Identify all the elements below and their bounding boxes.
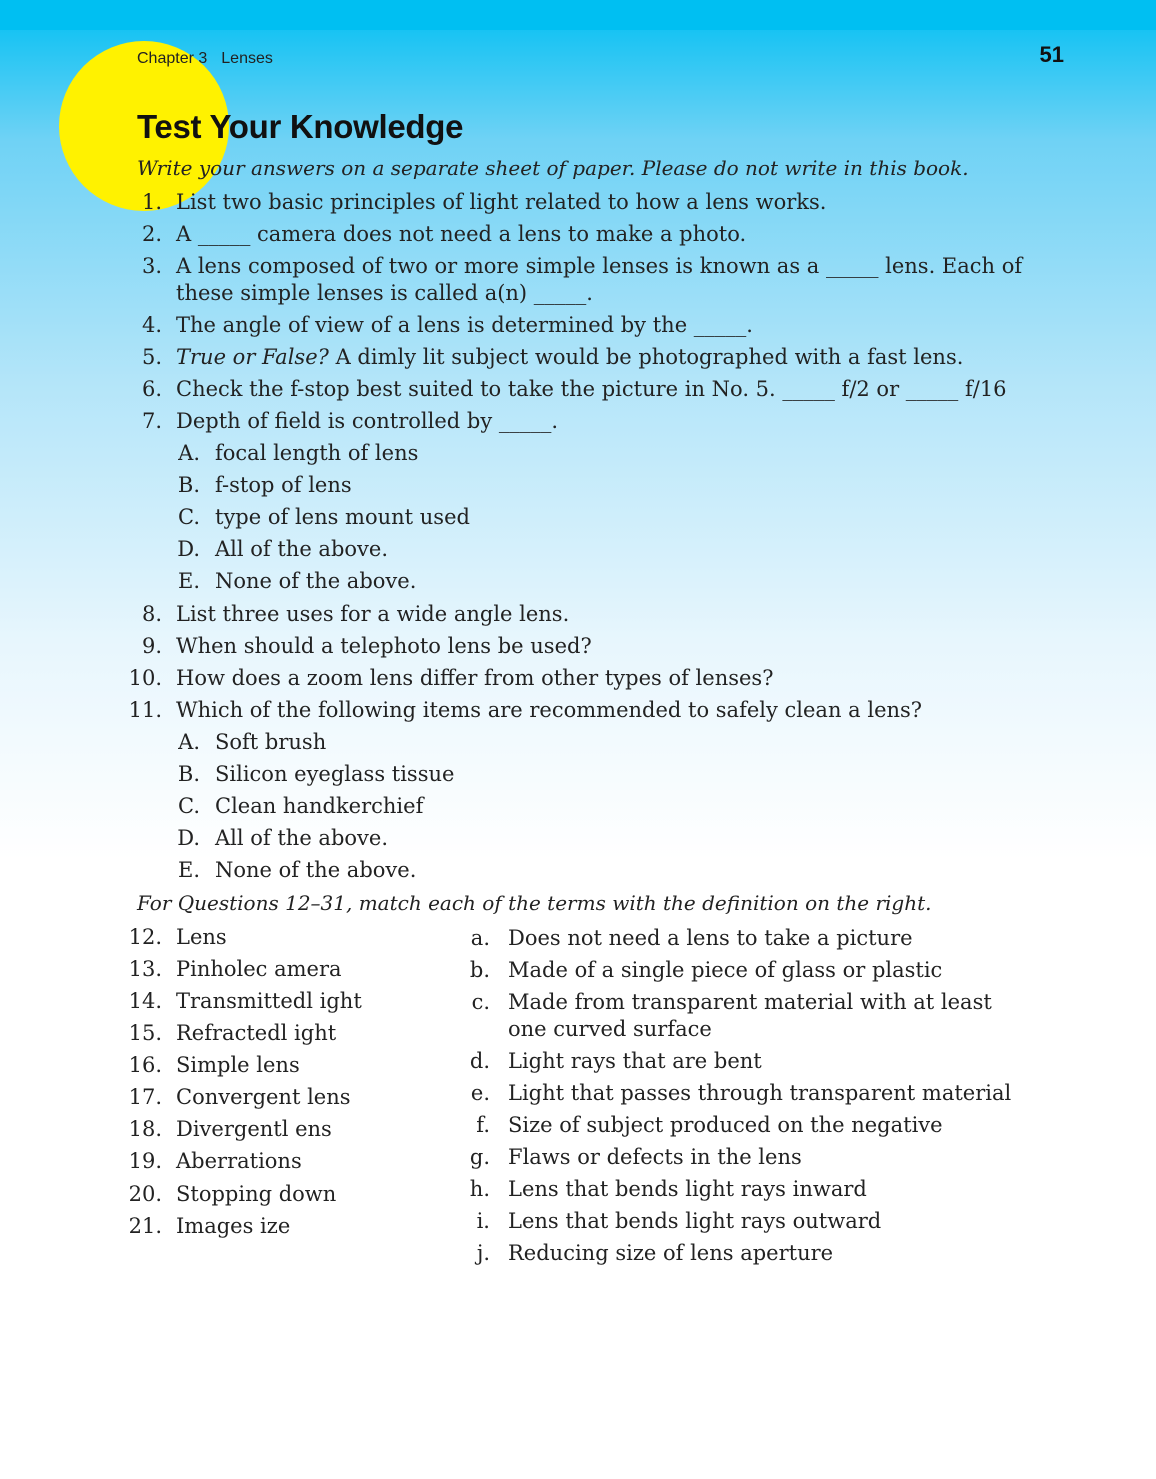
definition-letter: c. — [471, 990, 490, 1014]
definition-letter: i. — [476, 1209, 490, 1233]
option-text: Silicon eyeglass tissue — [215, 762, 455, 786]
question-text: Depth of field is controlled by _____. — [176, 409, 559, 433]
term-text: Stopping down — [176, 1182, 337, 1206]
definition-text: Does not need a lens to take a picture — [508, 926, 913, 950]
question-text: A lens composed of two or more simple lenses is known as a _____ lens. Each of these simple lenses is called a(n) _____. — [176, 254, 1023, 305]
term-number: 14. — [128, 989, 162, 1013]
question-text: List two basic principles of light related to how a lens works. — [176, 190, 827, 214]
option-letter: C. — [178, 505, 200, 529]
question-number: 5. — [141, 345, 162, 369]
instruction-text: Write your answers on a separate sheet of paper. Please do not write in this book. — [137, 156, 969, 180]
option-letter: E. — [177, 569, 200, 593]
option-letter: C. — [178, 794, 200, 818]
definition-text: Lens that bends light rays outward — [508, 1209, 882, 1233]
question-number: 7. — [141, 409, 162, 433]
term-text: Simple lens — [176, 1053, 300, 1077]
term-number: 20. — [128, 1182, 162, 1206]
term-number: 18. — [128, 1117, 162, 1141]
term-text: Divergentl ens — [176, 1117, 332, 1141]
option-text: All of the above. — [215, 537, 389, 561]
question-text-body: A dimly lit subject would be photographed with a fast lens. — [328, 345, 964, 369]
question-text: How does a zoom lens differ from other types of lenses? — [176, 666, 774, 690]
question-text: A _____ camera does not need a lens to make a photo. — [176, 222, 747, 246]
question-number: 1. — [141, 190, 162, 214]
question-number: 4. — [141, 313, 162, 337]
definition-text: Made of a single piece of glass or plastic — [508, 958, 943, 982]
term-text: Pinholec amera — [176, 957, 342, 981]
matching-instruction: For Questions 12–31, match each of the terms with the definition on the right. — [137, 891, 932, 915]
option-text: All of the above. — [215, 826, 389, 850]
question-text: When should a telephoto lens be used? — [176, 634, 592, 658]
term-number: 13. — [128, 957, 162, 981]
option-text: None of the above. — [215, 858, 417, 882]
question-text: The angle of view of a lens is determined by the _____. — [176, 313, 753, 337]
definition-letter: d. — [469, 1049, 490, 1073]
definition-letter: j. — [476, 1241, 490, 1265]
question-text — [176, 344, 1038, 371]
page-title: Test Your Knowledge — [137, 108, 464, 145]
option-text: f-stop of lens — [215, 473, 352, 497]
definition-text: Lens that bends light rays inward — [508, 1177, 867, 1201]
term-number: 21. — [128, 1214, 162, 1238]
definition-letter: a. — [470, 926, 490, 950]
option-text: Clean handkerchief — [215, 794, 424, 818]
term-text: Convergent lens — [176, 1085, 351, 1109]
option-text: Soft brush — [215, 730, 327, 754]
term-text: Lens — [176, 925, 227, 949]
question-number: 8. — [141, 602, 162, 626]
true-or-false-lead: True or False? — [176, 345, 329, 369]
question-number: 10. — [128, 666, 162, 690]
term-text: Refractedl ight — [176, 1021, 337, 1045]
question-number: 6. — [141, 377, 162, 401]
definition-text: Reducing size of lens aperture — [508, 1241, 834, 1265]
question-number: 11. — [128, 698, 162, 722]
option-letter: B. — [177, 762, 200, 786]
term-number: 19. — [128, 1149, 162, 1173]
page-number: 51 — [1039, 42, 1064, 67]
definition-text: Made from transparent material with at least one curved surface — [508, 990, 992, 1041]
option-text: type of lens mount used — [215, 505, 470, 529]
definition-text: Light that passes through transparent material — [508, 1081, 1012, 1105]
definition-letter: e. — [470, 1081, 490, 1105]
definition-letter: g. — [469, 1145, 490, 1169]
term-number: 16. — [128, 1053, 162, 1077]
question-number: 2. — [141, 222, 162, 246]
definition-text: Flaws or defects in the lens — [508, 1145, 802, 1169]
term-text: Images ize — [176, 1214, 291, 1238]
term-text: Aberrations — [176, 1149, 302, 1173]
question-number: 9. — [141, 634, 162, 658]
definition-text: Size of subject produced on the negative — [508, 1113, 943, 1137]
option-letter: A. — [178, 441, 200, 465]
question-text: Which of the following items are recommended to safely clean a lens? — [176, 698, 923, 722]
question-number: 3. — [141, 254, 162, 278]
definition-text: Light rays that are bent — [508, 1049, 762, 1073]
option-letter: D. — [177, 826, 200, 850]
term-number: 12. — [128, 925, 162, 949]
top-color-bar — [0, 0, 1156, 30]
definition-letter: h. — [469, 1177, 490, 1201]
question-text: List three uses for a wide angle lens. — [176, 602, 570, 626]
option-letter: B. — [177, 473, 200, 497]
option-letter: E. — [177, 858, 200, 882]
term-number: 15. — [128, 1021, 162, 1045]
chapter-label: Chapter 3 — [137, 50, 208, 67]
section-label: Lenses — [221, 50, 273, 67]
option-text: focal length of lens — [215, 441, 419, 465]
term-text: Transmittedl ight — [176, 989, 362, 1013]
option-letter: D. — [177, 537, 200, 561]
running-header — [137, 50, 273, 68]
term-number: 17. — [128, 1085, 162, 1109]
option-letter: A. — [178, 730, 200, 754]
option-text: None of the above. — [215, 569, 417, 593]
definition-letter: b. — [469, 958, 490, 982]
question-text: Check the f-stop best suited to take the picture in No. 5. _____ f/2 or _____ f/16 — [176, 377, 1007, 401]
definition-letter: f. — [476, 1113, 490, 1137]
